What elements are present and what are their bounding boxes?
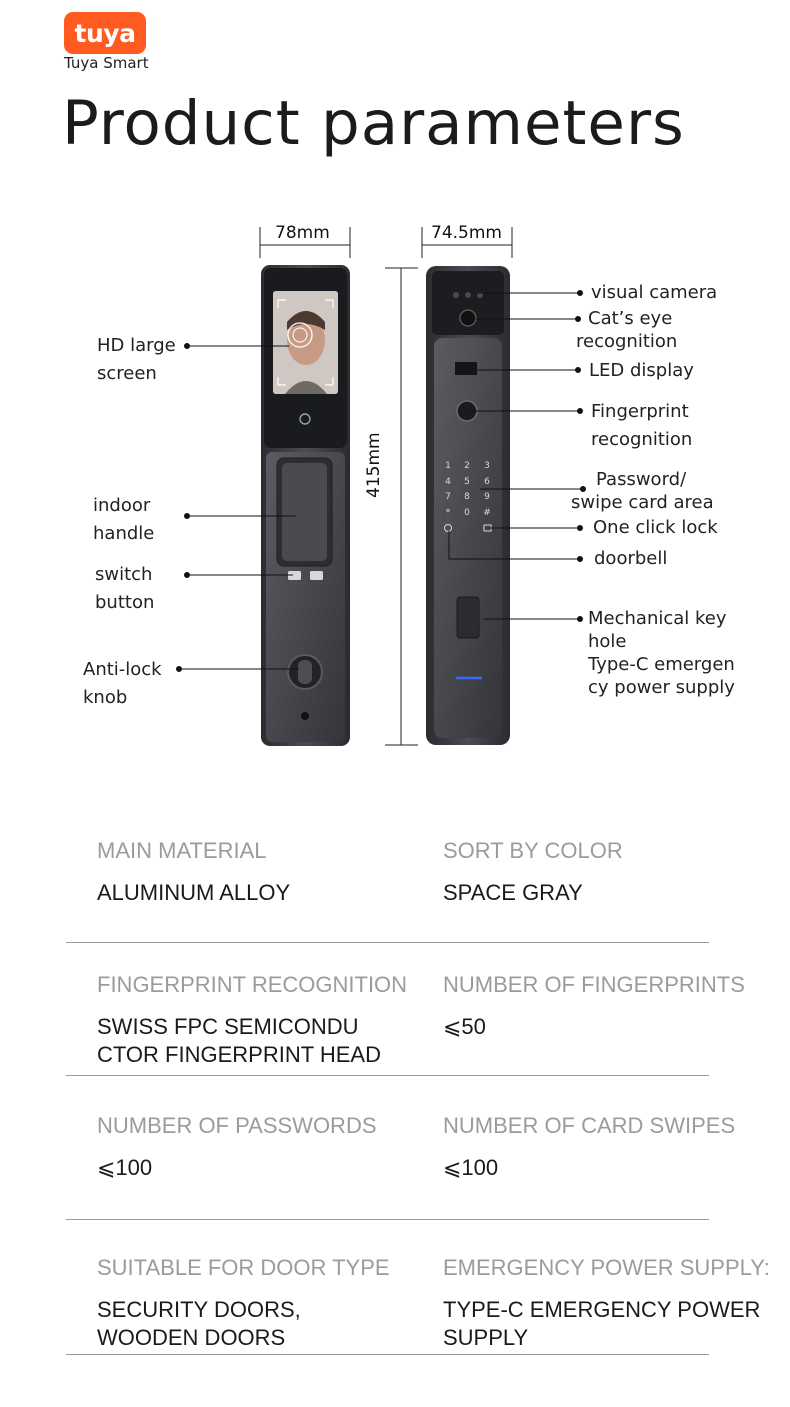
spec-value-main-material: ALUMINUM ALLOY [97,880,291,905]
label-switch-button: switch button [95,564,155,613]
led-display [455,362,477,375]
key-6: 6 [484,477,490,487]
spec-value-emergency-power: TYPE-C EMERGENCY POWER SUPPLY [443,1297,761,1350]
brand-name: Tuya Smart [64,54,149,72]
page-title: Product parameters [62,88,685,159]
spec-value-card-swipes: ⩽100 [443,1155,499,1180]
label-hd-screen: HD large screen [97,335,176,384]
key-star: * [445,508,451,518]
switch-button-right [310,571,323,580]
divider [66,942,709,943]
key-5: 5 [464,477,470,487]
key-8: 8 [464,492,470,502]
key-2: 2 [464,461,470,471]
spec-head-door-type: SUITABLE FOR DOOR TYPE [97,1255,390,1280]
outdoor-lock [426,266,510,745]
label-fingerprint: Fingerprint recognition [591,401,693,450]
spec-head-num-fingerprints: NUMBER OF FINGERPRINTS [443,972,745,997]
side-width-label: 74.5mm [431,223,502,243]
cats-eye-lens [460,310,476,326]
divider [66,1075,709,1076]
key-0: 0 [464,508,470,518]
key-1: 1 [445,461,451,471]
label-led-display: LED display [589,360,694,381]
label-doorbell: doorbell [594,548,668,569]
label-indoor-handle: indoor handle [93,495,155,544]
label-anti-lock-knob: Anti-lock knob [83,659,162,708]
spec-value-color: SPACE GRAY [443,880,583,905]
spec-head-emergency-power: EMERGENCY POWER SUPPLY: [443,1255,770,1280]
tuya-logo: tuya [64,12,146,54]
spec-value-door-type: SECURITY DOORS, WOODEN DOORS [97,1297,301,1350]
front-width-label: 78mm [275,223,330,243]
spec-head-main-material: MAIN MATERIAL [97,838,267,863]
key-hash: # [483,508,491,518]
label-mechanical-key: Mechanical key hole Type-C emergen cy power supply [588,608,735,698]
spec-head-color: SORT BY COLOR [443,838,623,863]
spec-value-num-passwords: ⩽100 [97,1155,153,1180]
key-3: 3 [484,461,490,471]
divider [66,1219,709,1220]
label-visual-camera: visual camera [591,282,718,303]
label-one-click-lock: One click lock [593,517,718,538]
label-password: Password/ swipe card area [571,469,714,513]
spec-value-fingerprint: SWISS FPC SEMICONDU CTOR FINGERPRINT HEAD [97,1014,381,1067]
key-7: 7 [445,492,451,502]
front-lock [261,265,350,746]
key-4: 4 [445,477,451,487]
spec-value-num-fingerprints: ⩽50 [443,1014,486,1039]
spec-head-card-swipes: NUMBER OF CARD SWIPES [443,1113,736,1138]
key-hole [457,597,479,638]
height-label: 415mm [364,432,384,498]
spec-head-num-passwords: NUMBER OF PASSWORDS [97,1113,377,1138]
key-9: 9 [484,492,490,502]
divider [66,1354,709,1355]
label-cats-eye: Cat’s eye recognition [576,308,678,352]
spec-head-fingerprint: FINGERPRINT RECOGNITION [97,972,408,997]
